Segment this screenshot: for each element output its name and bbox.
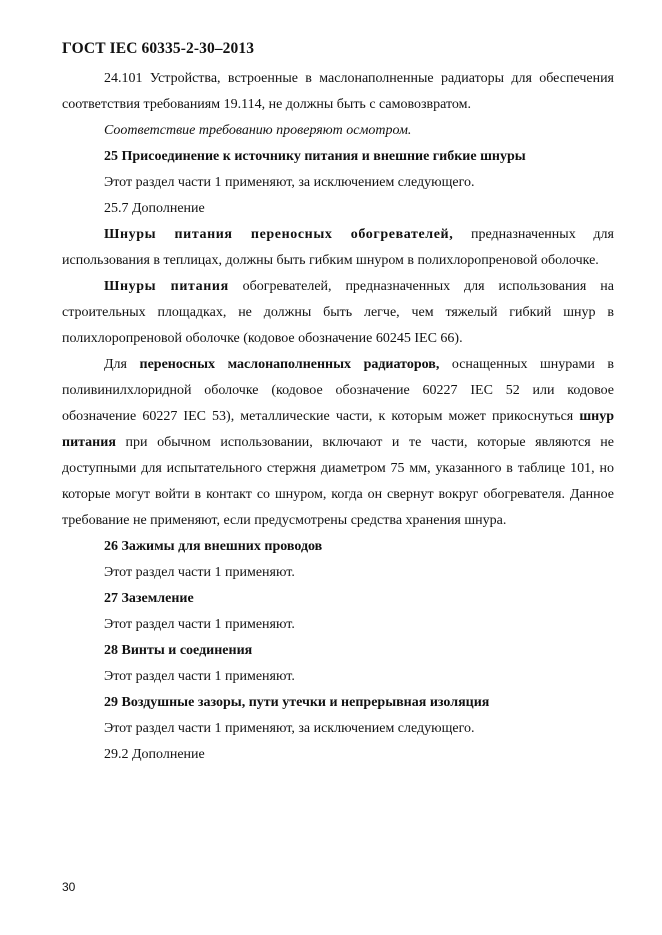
paragraph-text: обогревателей, предназначенных для использования на строительных площадках, не должны быть легче, чем тяжелый гибкий шнур в полихлоропреновой оболочке (кодовое обозначение 60245 IEC 66). [62, 279, 614, 346]
section-heading-28: 28 Винты и соединения [104, 643, 253, 658]
document-header: ГОСТ IEC 60335-2-30–2013 [62, 40, 255, 57]
paragraph-section-25-intro: Этот раздел части 1 применяют, за исключением следующего. [104, 175, 475, 190]
bold-term: переносных маслонаполненных радиаторов, [139, 357, 440, 372]
section-heading-25: 25 Присоединение к источнику питания и внешние гибкие шнуры [104, 149, 526, 164]
bold-term: Шнуры питания [104, 279, 229, 294]
paragraph-text: при обычном использовании, включают и те части, которые являются не доступными для испытательного стержня диаметром 75 мм, указанного в таблице 101, но которые могут войти в контакт со шнуром, когда он свернут вокруг обогревателя. Данное требование не применяют, если предусмотрены средства хранения шнура. [62, 435, 614, 528]
paragraph-section-27: Этот раздел части 1 применяют. [104, 617, 295, 632]
paragraph-construction-cords [62, 274, 614, 352]
bold-term: шнур питания [62, 409, 614, 450]
compliance-note: Соответствие требованию проверяют осмотром. [104, 123, 412, 138]
paragraph-text: Для [104, 357, 140, 372]
paragraph-section-28: Этот раздел части 1 применяют. [104, 669, 295, 684]
clause-25-7: 25.7 Дополнение [104, 201, 205, 216]
section-heading-27: 27 Заземление [104, 591, 194, 606]
clause-29-2: 29.2 Дополнение [104, 747, 205, 762]
paragraph-24-101: 24.101 Устройства, встроенные в маслонаполненные радиаторы для обеспечения соответствия требованиям 19.114, не должны быть с самовозвратом. [62, 71, 614, 112]
paragraph-section-29: Этот раздел части 1 применяют, за исключением следующего. [104, 721, 475, 736]
page-number: 30 [62, 880, 76, 894]
paragraph-text: оснащенных шнурами в поливинилхлоридной оболочке (кодовое обозначение 60227 IEC 52 или кодовое обозначение 60227 IEC 53), металлические части, к которым может прикоснуться [62, 357, 614, 424]
section-heading-29: 29 Воздушные зазоры, пути утечки и непрерывная изоляция [104, 695, 490, 710]
paragraph-section-26: Этот раздел части 1 применяют. [104, 565, 295, 580]
document-body [62, 66, 614, 768]
paragraph-text: предназначенных для использования в теплицах, должны быть гибким шнуром в полихлоропреновой оболочке. [62, 227, 614, 268]
bold-term: Шнуры питания переносных обогревателей, [104, 227, 454, 242]
paragraph-greenhouse-cords [62, 222, 614, 274]
section-heading-26: 26 Зажимы для внешних проводов [104, 539, 323, 554]
paragraph-oil-radiators [62, 352, 614, 534]
